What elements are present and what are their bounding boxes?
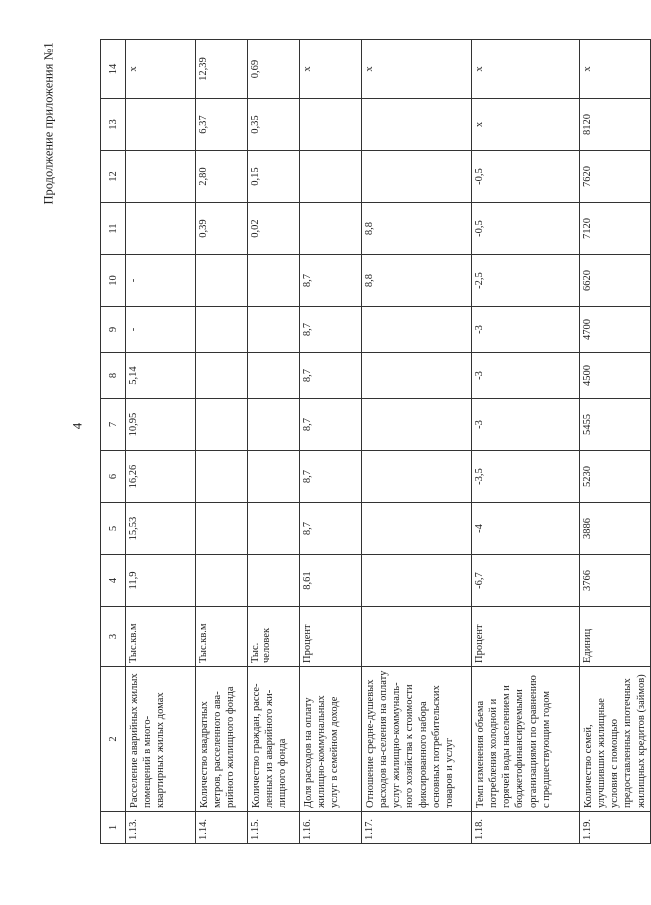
row-index: 1.15. (248, 812, 300, 844)
value-cell (248, 399, 300, 451)
unit-cell: Тыс.кв.м (126, 607, 196, 667)
value-cell (196, 307, 248, 353)
value-cell (196, 555, 248, 607)
value-cell: -0,5 (472, 203, 580, 255)
table-row (300, 40, 362, 844)
value-cell: 8,7 (300, 255, 362, 307)
value-cell: 8,7 (300, 451, 362, 503)
value-cell: 12,39 (196, 40, 248, 99)
value-cell: 10,95 (126, 399, 196, 451)
table-body (126, 40, 651, 844)
value-cell: -2,5 (472, 255, 580, 307)
value-cell (300, 203, 362, 255)
value-cell: 7120 (580, 203, 651, 255)
value-cell: 8,7 (300, 353, 362, 399)
value-cell (362, 399, 472, 451)
value-cell: 3886 (580, 503, 651, 555)
row-index: 1.19. (580, 812, 651, 844)
value-cell: x (362, 40, 472, 99)
table-row (126, 40, 196, 844)
row-index: 1.14. (196, 812, 248, 844)
value-cell: 3766 (580, 555, 651, 607)
column-header: 1 (101, 812, 126, 844)
column-header: 3 (101, 607, 126, 667)
value-cell (196, 451, 248, 503)
value-cell (196, 353, 248, 399)
value-cell: x (300, 40, 362, 99)
value-cell: 8,7 (300, 307, 362, 353)
column-header: 13 (101, 99, 126, 151)
value-cell: -3 (472, 353, 580, 399)
unit-cell: Тыс.кв.м (196, 607, 248, 667)
value-cell (196, 503, 248, 555)
column-header: 10 (101, 255, 126, 307)
value-cell: 0,69 (248, 40, 300, 99)
value-cell: - (126, 255, 196, 307)
value-cell: 8120 (580, 99, 651, 151)
value-cell: 4700 (580, 307, 651, 353)
column-header: 12 (101, 151, 126, 203)
indicator-name: Доля расходов на оплату жилищно-коммунальных услуг в семейном доходе (300, 667, 362, 812)
value-cell (248, 307, 300, 353)
value-cell: 5230 (580, 451, 651, 503)
indicator-name: Расселение аварийных жилых помещений в много-квартирных жилых домах (126, 667, 196, 812)
value-cell (126, 203, 196, 255)
row-index: 1.17. (362, 812, 472, 844)
value-cell: 8,7 (300, 503, 362, 555)
value-cell (362, 307, 472, 353)
value-cell (248, 353, 300, 399)
table-row (580, 40, 651, 844)
column-header: 14 (101, 40, 126, 99)
value-cell: 0,15 (248, 151, 300, 203)
unit-cell: Единиц (580, 607, 651, 667)
value-cell: 0,02 (248, 203, 300, 255)
value-cell (362, 151, 472, 203)
value-cell: x (472, 40, 580, 99)
value-cell: 6620 (580, 255, 651, 307)
column-header: 11 (101, 203, 126, 255)
value-cell: - (126, 307, 196, 353)
indicator-name: Количество квадратных метров, расселенного ава-рийного жилищного фонда (196, 667, 248, 812)
table-row (196, 40, 248, 844)
value-cell: -0,5 (472, 151, 580, 203)
unit-cell (362, 607, 472, 667)
value-cell (248, 503, 300, 555)
value-cell: 6,37 (196, 99, 248, 151)
value-cell: 8,8 (362, 203, 472, 255)
value-cell: x (472, 99, 580, 151)
value-cell (362, 555, 472, 607)
column-header: 7 (101, 399, 126, 451)
value-cell: 4500 (580, 353, 651, 399)
value-cell: x (126, 40, 196, 99)
value-cell (362, 99, 472, 151)
table-row (248, 40, 300, 844)
column-header: 8 (101, 353, 126, 399)
value-cell (362, 353, 472, 399)
value-cell (362, 451, 472, 503)
value-cell: 2,80 (196, 151, 248, 203)
header-row (101, 40, 126, 844)
value-cell: 5,14 (126, 353, 196, 399)
value-cell: 8,61 (300, 555, 362, 607)
row-index: 1.16. (300, 812, 362, 844)
column-header: 4 (101, 555, 126, 607)
value-cell: 7620 (580, 151, 651, 203)
column-header: 6 (101, 451, 126, 503)
value-cell: -6,7 (472, 555, 580, 607)
table-row (472, 40, 580, 844)
column-header: 5 (101, 503, 126, 555)
column-header: 9 (101, 307, 126, 353)
table-row (362, 40, 472, 844)
value-cell: -3,5 (472, 451, 580, 503)
value-cell: 15,53 (126, 503, 196, 555)
value-cell (248, 555, 300, 607)
value-cell: -3 (472, 399, 580, 451)
column-header: 2 (101, 667, 126, 812)
value-cell (196, 255, 248, 307)
unit-cell: Процент (300, 607, 362, 667)
indicator-name: Отношение средне-душевых расходов на-селения на оплату услуг жилищно-коммуналь-ного хозяйства к стоимости фиксированного набора основных потребительских товаров и услуг (362, 667, 472, 812)
value-cell (300, 99, 362, 151)
page-number: 4 (69, 422, 85, 430)
sheet-title: Продолжение приложения №1 (41, 42, 56, 205)
value-cell: 8,7 (300, 399, 362, 451)
value-cell (362, 503, 472, 555)
row-index: 1.13. (126, 812, 196, 844)
value-cell: -4 (472, 503, 580, 555)
value-cell: -3 (472, 307, 580, 353)
value-cell: 0,35 (248, 99, 300, 151)
indicator-name: Темп изменения объема потребления холодной и горячей воды населением и бюджетофинансируемыми организациями по сравнению с предшествующим годом (472, 667, 580, 812)
value-cell: 8,8 (362, 255, 472, 307)
value-cell: 0,39 (196, 203, 248, 255)
rotated-table-container (100, 39, 647, 844)
value-cell: x (580, 40, 651, 99)
indicator-name: Количество граждан, рассе-ленных из аварийного жи-лищного фонда (248, 667, 300, 812)
value-cell: 16,26 (126, 451, 196, 503)
value-cell (248, 255, 300, 307)
row-index: 1.18. (472, 812, 580, 844)
value-cell (126, 99, 196, 151)
value-cell: 5455 (580, 399, 651, 451)
unit-cell: Тыс. человек (248, 607, 300, 667)
value-cell (126, 151, 196, 203)
data-table (100, 39, 651, 844)
indicator-name: Количество семей, улучшивших жилищные условия с помощью предоставленных ипотечных жилищных кредитов (займов) (580, 667, 651, 812)
value-cell (248, 451, 300, 503)
value-cell: 11,9 (126, 555, 196, 607)
value-cell (300, 151, 362, 203)
value-cell (196, 399, 248, 451)
unit-cell: Процент (472, 607, 580, 667)
